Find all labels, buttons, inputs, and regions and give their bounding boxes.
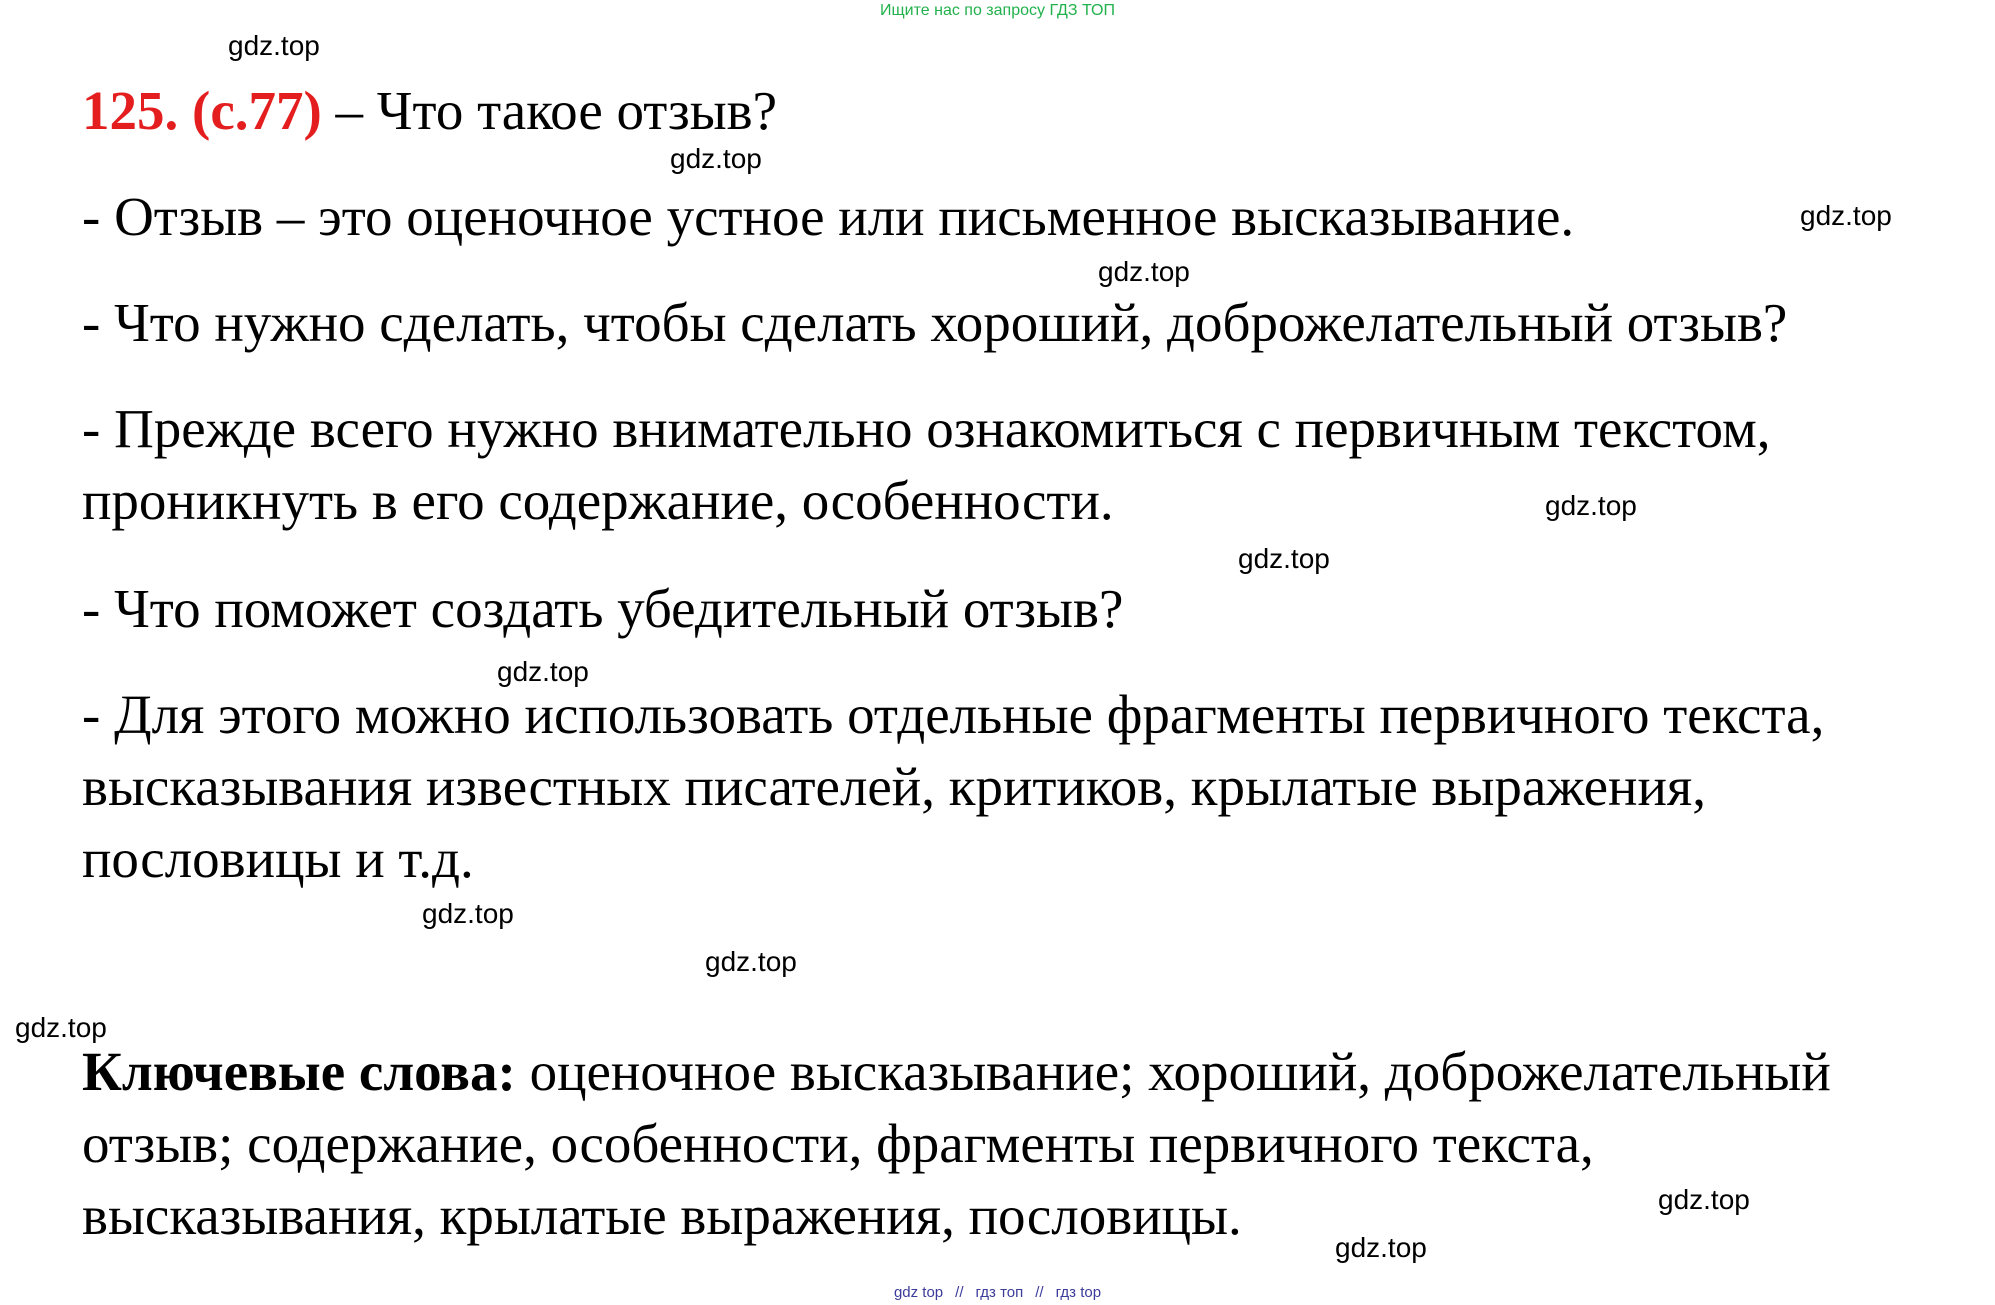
watermark: gdz.top: [705, 946, 797, 977]
footer-part-3: гдз top: [1055, 1284, 1102, 1301]
watermark: gdz.top: [1800, 200, 1892, 231]
watermark: gdz.top: [228, 30, 320, 61]
task-number: 125. (с.77): [82, 80, 322, 141]
document-body: [82, 75, 1972, 1252]
watermark: gdz.top: [1098, 256, 1190, 287]
watermark: gdz.top: [422, 898, 514, 929]
task-heading: [82, 75, 1972, 147]
task-question: – Что такое отзыв?: [321, 80, 778, 141]
paragraph-question-good-review: - Что нужно сделать, чтобы сделать хороший, доброжелательный отзыв?: [82, 292, 1788, 353]
watermark: gdz.top: [670, 143, 762, 174]
keywords-line-2: отзыв; содержание, особенности, фрагменты первичного текста,: [82, 1113, 1594, 1174]
watermark: gdz.top: [497, 656, 589, 687]
watermark: gdz.top: [15, 1012, 107, 1043]
paragraph-answer2-line-2: высказывания известных писателей, критиков, крылатые выражения,: [82, 756, 1706, 817]
paragraph-question-convincing: - Что поможет создать убедительный отзыв?: [82, 578, 1124, 639]
paragraph-definition: - Отзыв – это оценочное устное или письменное высказывание.: [82, 186, 1575, 247]
keywords-line-3: высказывания, крылатые выражения, пословицы.: [82, 1185, 1242, 1246]
paragraph-answer-line-1: - Прежде всего нужно внимательно ознакомиться с первичным текстом,: [82, 398, 1771, 459]
watermark: gdz.top: [1335, 1232, 1427, 1263]
footer-separator: //: [955, 1284, 964, 1301]
footer-part-1: gdz top: [893, 1284, 944, 1301]
watermark: gdz.top: [1658, 1184, 1750, 1215]
keywords-text-1: оценочное высказывание; хороший, доброжелательный: [515, 1041, 1831, 1102]
footer-separator: //: [1035, 1284, 1044, 1301]
paragraph-answer2-line-3: пословицы и т.д.: [82, 828, 474, 889]
keywords-line-1: [82, 1036, 1972, 1108]
paragraph-answer2-line-1: - Для этого можно использовать отдельные фрагменты первичного текста,: [82, 684, 1825, 745]
watermark: gdz.top: [1238, 543, 1330, 574]
keywords-label: Ключевые слова:: [82, 1041, 516, 1102]
footer: [0, 1284, 1995, 1301]
watermark: gdz.top: [1545, 490, 1637, 521]
footer-part-2: гдз топ: [975, 1284, 1024, 1301]
top-banner: Ищите нас по запросу ГДЗ ТОП: [880, 2, 1115, 19]
paragraph-answer-line-2: проникнуть в его содержание, особенности.: [82, 470, 1114, 531]
